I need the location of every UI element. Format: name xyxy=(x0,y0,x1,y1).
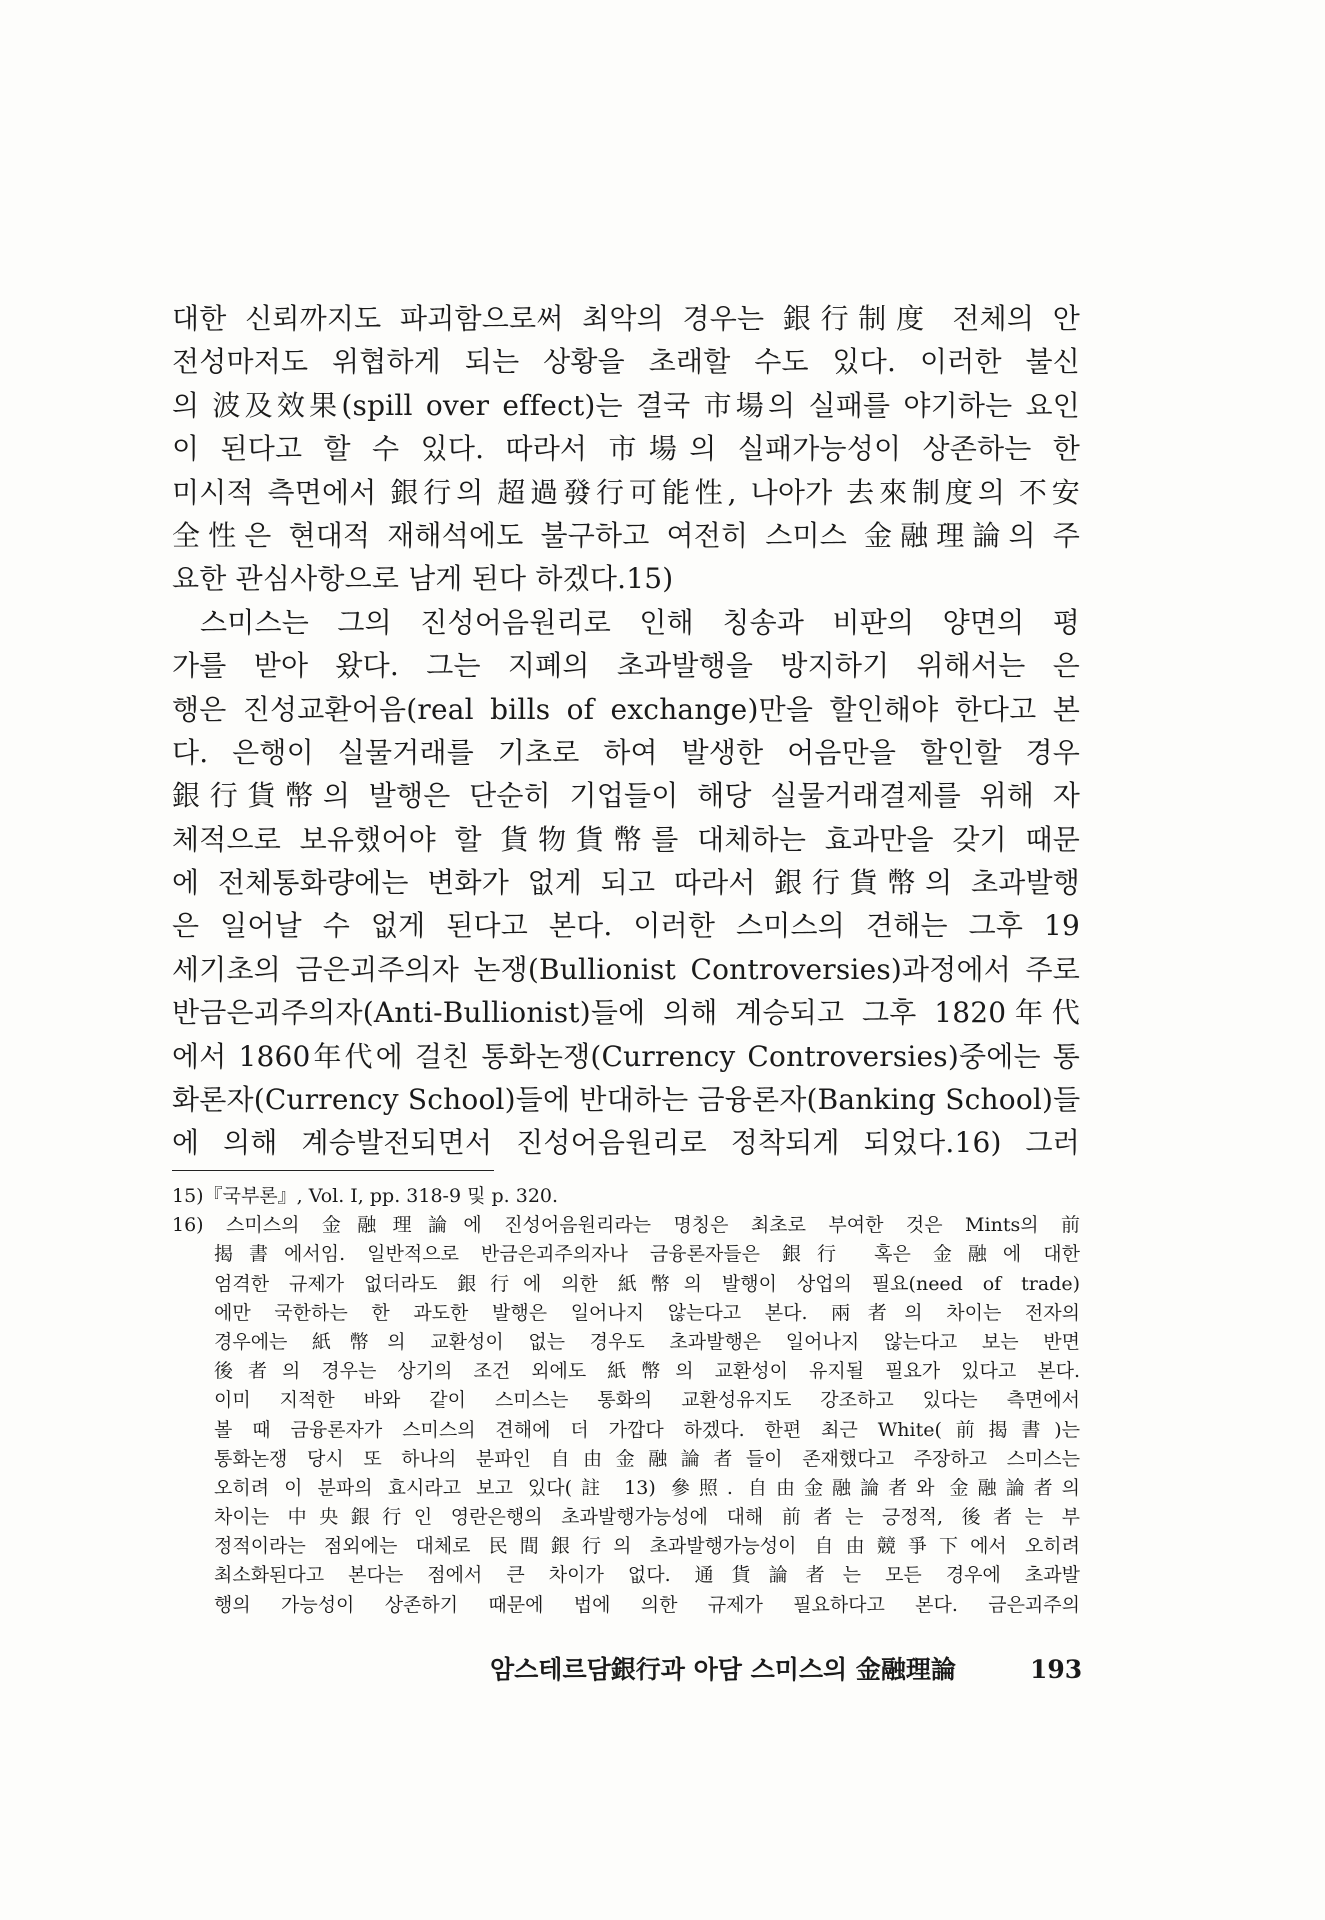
footnote-line: 後者의 경우는 상기의 조건 외에도 紙幣의 교환성이 유지될 필요가 있다고 본다. xyxy=(214,1360,1080,1383)
text-line: 에서 1860年代에 걸친 통화논쟁(Currency Controversies)중에는 통 xyxy=(172,1039,1080,1073)
footnote-line: 통화논쟁 당시 또 하나의 분파인 自由金融論者들이 존재했다고 주장하고 스미스는 xyxy=(214,1447,1080,1470)
text-line: 銀行貨幣의 발행은 단순히 기업들이 해당 실물거래결제를 위해 자 xyxy=(172,779,1080,813)
text-line: 이 된다고 할 수 있다. 따라서 市場의 실패가능성이 상존하는 한 xyxy=(172,432,1080,466)
footnote-line: 揭書에서임. 일반적으로 반금은괴주의자나 금융론자들은 銀行 혹은 金融에 대한 xyxy=(214,1243,1080,1266)
running-title: 암스테르담銀行과 아담 스미스의 金融理論 xyxy=(490,1655,956,1684)
text-line: 전성마저도 위협하게 되는 상황을 초래할 수도 있다. 이러한 불신 xyxy=(172,345,1080,379)
text-line: 체적으로 보유했어야 할 貨物貨幣를 대체하는 효과만을 갖기 때문 xyxy=(172,822,1080,856)
text-line: 미시적 측면에서 銀行의 超過發行可能性, 나아가 去來制度의 不安 xyxy=(172,475,1080,509)
page-number: 193 xyxy=(1030,1655,1083,1684)
footnote-line: 행의 가능성이 상존하기 때문에 법에 의한 규제가 필요하다고 본다. 금은괴주의 xyxy=(214,1593,1080,1616)
text-line: 화론자(Currency School)들에 반대하는 금융론자(Banking School)들 xyxy=(172,1083,1081,1117)
footnote-line: 차이는 中央銀行인 영란은행의 초과발행가능성에 대해 前者는 긍정적, 後者는 부 xyxy=(214,1506,1080,1529)
text-line: 에 전체통화량에는 변화가 없게 되고 따라서 銀行貨幣의 초과발행 xyxy=(172,866,1080,900)
text-line: 은 일어날 수 없게 된다고 본다. 이러한 스미스의 견해는 그후 19 xyxy=(172,909,1080,943)
footnote-line: 이미 지적한 바와 같이 스미스는 통화의 교환성유지도 강조하고 있다는 측면에서 xyxy=(214,1389,1080,1412)
text-line: 全性은 현대적 재해석에도 불구하고 여전히 스미스 金融理論의 주 xyxy=(172,518,1080,552)
footnote-line: 볼 때 금융론자가 스미스의 견해에 더 가깝다 하겠다. 한편 최근 White(前揭書)는 xyxy=(214,1418,1080,1441)
text-line: 가를 받아 왔다. 그는 지폐의 초과발행을 방지하기 위해서는 은 xyxy=(172,649,1080,683)
text-line: 다. 은행이 실물거래를 기초로 하여 발생한 어음만을 할인할 경우 xyxy=(172,735,1080,769)
footnote-line: 정적이라는 점외에는 대체로 民間銀行의 초과발행가능성이 自由競爭下에서 오히려 xyxy=(214,1535,1080,1558)
text-line: 반금은괴주의자(Anti-Bullionist)들에 의해 계승되고 그후 1820年代 xyxy=(172,996,1080,1030)
text-line: 요한 관심사항으로 남게 된다 하겠다.15) xyxy=(172,562,674,596)
footnote-divider xyxy=(172,1170,494,1171)
footnote-line: 16) 스미스의 金融理論에 진성어음원리라는 명칭은 최초로 부여한 것은 Mints의 前 xyxy=(172,1214,1080,1237)
footnote-line: 경우에는 紙幣의 교환성이 없는 경우도 초과발행은 일어나지 않는다고 보는 반면 xyxy=(214,1330,1080,1353)
main-text-block xyxy=(172,297,1080,1165)
text-line: 에 의해 계승발전되면서 진성어음원리로 정착되게 되었다.16) 그러 xyxy=(172,1126,1080,1160)
footnote-line: 에만 국한하는 한 과도한 발행은 일어나지 않는다고 본다. 兩者의 차이는 전자의 xyxy=(214,1301,1080,1324)
text-line: 대한 신뢰까지도 파괴함으로써 최악의 경우는 銀行制度 전체의 안 xyxy=(172,302,1080,335)
footnote-line: 엄격한 규제가 없더라도 銀行에 의한 紙幣의 발행이 상업의 필요(need of trade) xyxy=(214,1272,1080,1295)
footnote-line: 오히려 이 분파의 효시라고 보고 있다(註 13) 參照. 自由金融論者와 金融論者의 xyxy=(214,1476,1080,1499)
text-line: 세기초의 금은괴주의자 논쟁(Bullionist Controversies)과정에서 주로 xyxy=(172,952,1080,986)
footnote-line: 15)『국부론』, Vol. I, pp. 318-9 및 p. 320. xyxy=(172,1185,559,1207)
text-line: 스미스는 그의 진성어음원리로 인해 칭송과 비판의 양면의 평 xyxy=(200,605,1080,639)
footnotes-block xyxy=(172,1182,1080,1620)
text-line: 의 波及效果(spill over effect)는 결국 市場의 실패를 야기하는 요인 xyxy=(172,388,1080,422)
footnote-line: 최소화된다고 본다는 점에서 큰 차이가 없다. 通貨論者는 모든 경우에 초과발 xyxy=(214,1564,1080,1587)
text-line: 행은 진성교환어음(real bills of exchange)만을 할인해야 한다고 본 xyxy=(172,692,1080,726)
